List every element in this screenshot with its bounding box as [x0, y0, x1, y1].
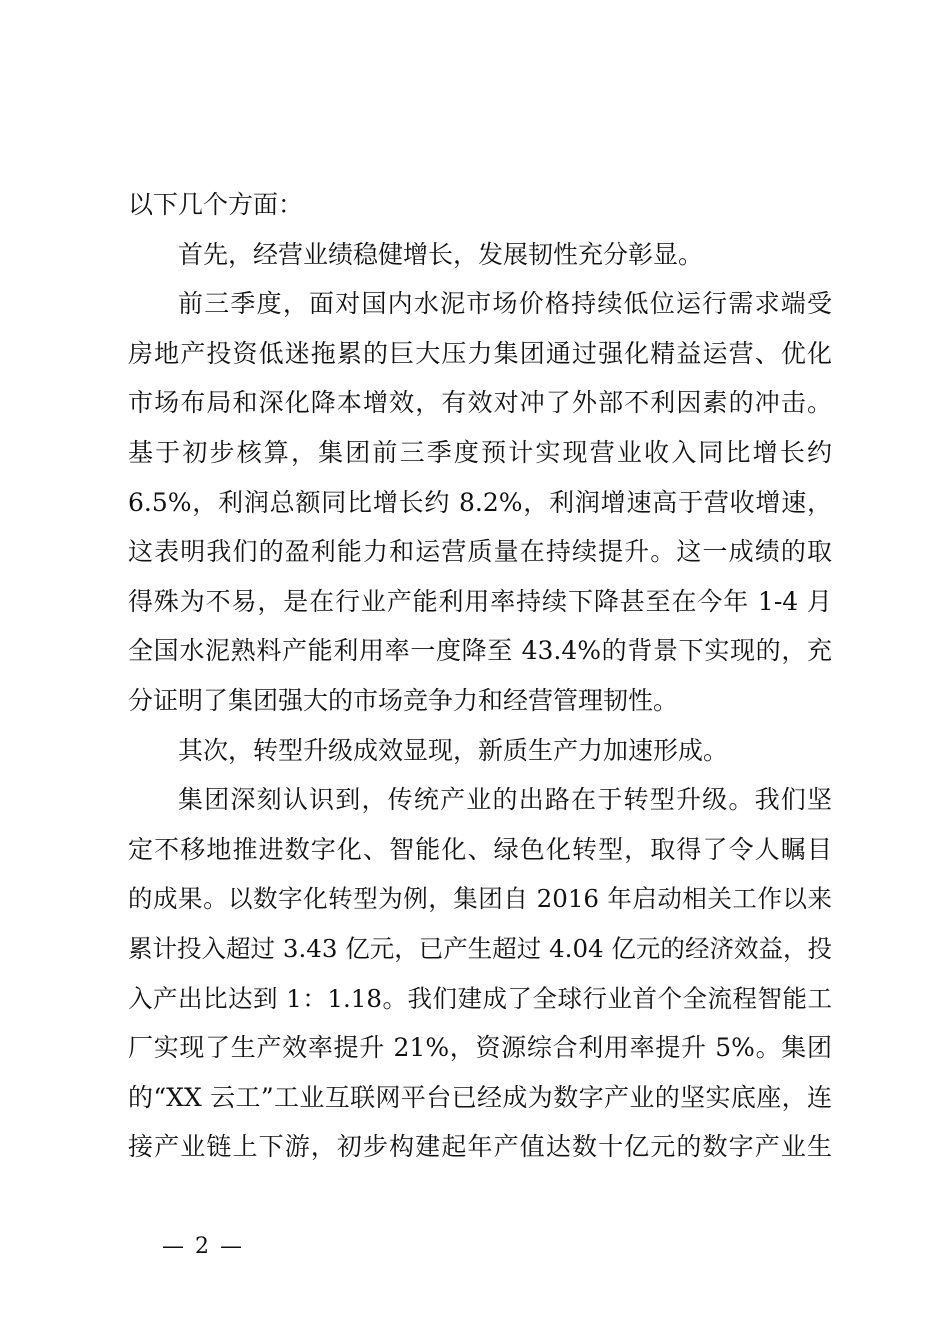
- paragraph-line: 市场布局和深化降本增效，有效对冲了外部不利因素的冲击。: [128, 388, 832, 418]
- paragraph-line: 分证明了集团强大的市场竞争力和经营管理韧性。: [128, 685, 679, 715]
- paragraph-line: 的成果。以数字化转型为例，集团自 2016 年启动相关工作以来: [128, 884, 832, 914]
- paragraph-line: 接产业链上下游，初步构建起年产值达数十亿元的数字产业生: [128, 1132, 832, 1162]
- paragraph-line: 基于初步核算，集团前三季度预计实现营业收入同比增长约: [128, 437, 832, 467]
- paragraph-line: 这表明我们的盈利能力和运营质量在持续提升。这一成绩的取: [128, 537, 832, 567]
- paragraph-line: 入产出比达到 1：1.18。我们建成了全球行业首个全流程智能工: [128, 983, 832, 1013]
- paragraph-line: 定不移地推进数字化、智能化、绿色化转型，取得了令人瞩目: [128, 834, 832, 864]
- paragraph-line: 以下几个方面：: [128, 190, 304, 219]
- paragraph-line: 房地产投资低迷拖累的巨大压力集团通过强化精益运营、优化: [128, 338, 832, 368]
- paragraph-line: 得殊为不易，是在行业产能利用率持续下降甚至在今年 1-4 月: [128, 586, 832, 616]
- section-heading-line: 其次，转型升级成效显现，新质生产力加速形成。: [178, 735, 729, 765]
- paragraph-line: 集团深刻认识到，传统产业的出路在于转型升级。我们坚: [178, 785, 832, 815]
- paragraph-line: 前三季度，面对国内水泥市场价格持续低位运行需求端受: [178, 289, 832, 319]
- section-heading-line: 首先，经营业绩稳健增长，发展韧性充分彰显。: [178, 239, 704, 269]
- paragraph-line: 全国水泥熟料产能利用率一度降至 43.4%的背景下实现的，充: [128, 636, 832, 666]
- paragraph-line: 的“XX 云工”工业互联网平台已经成为数字产业的坚实底座，连: [128, 1082, 832, 1112]
- paragraph-line: 6.5%，利润总额同比增长约 8.2%，利润增速高于营收增速，: [128, 487, 832, 517]
- paragraph-line: 厂实现了生产效率提升 21%，资源综合利用率提升 5%。集团: [128, 1033, 832, 1063]
- document-body: [128, 180, 832, 1172]
- page-number: — 2 —: [162, 1234, 244, 1259]
- paragraph-line: 累计投入超过 3.43 亿元，已产生超过 4.04 亿元的经济效益，投: [128, 933, 832, 963]
